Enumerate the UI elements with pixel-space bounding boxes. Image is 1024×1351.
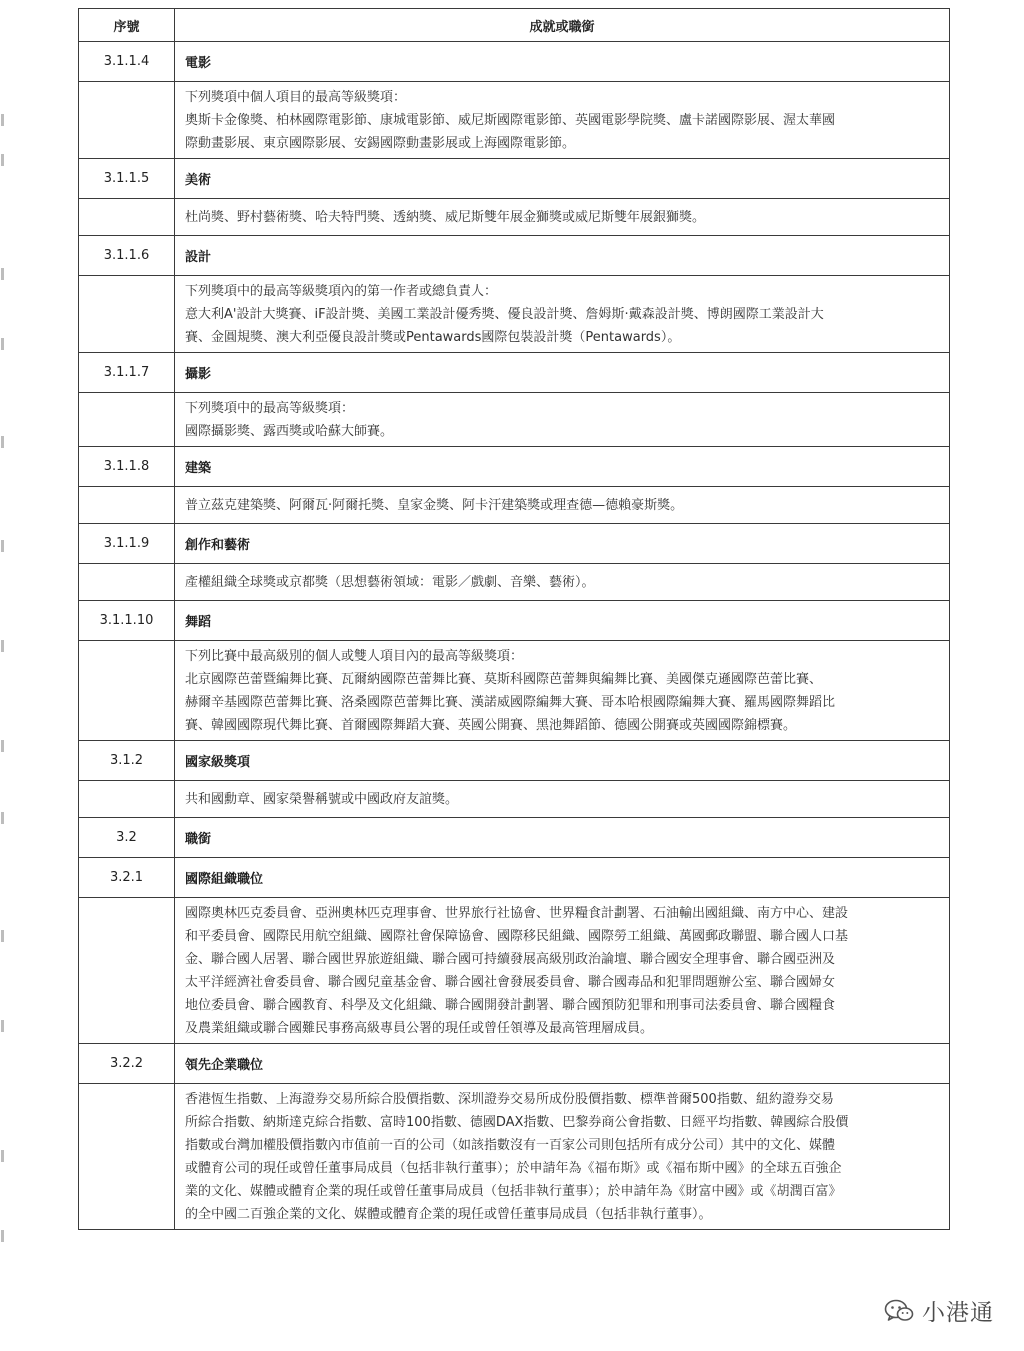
description-line: 賽、金圓規獎、澳大利亞優良設計獎或Pentawards國際包裝設計獎（Pentawards）。 (185, 329, 681, 345)
section-body-row (79, 276, 950, 353)
section-title: 國際組織職位 (175, 858, 950, 898)
description-line: 金、聯合國人居署、聯合國世界旅遊組織、聯合國可持續發展高級別政治論壇、聯合國安全理事會、聯合國亞洲及 (185, 951, 836, 967)
section-row (79, 353, 950, 393)
description-line: 國際奧林匹克委員會、亞洲奧林匹克理事會、世界旅行社協會、世界糧食計劃署、石油輸出國組織、南方中心、建設 (185, 905, 849, 921)
section-title: 美術 (175, 159, 950, 199)
empty-number-cell (79, 199, 175, 236)
section-number: 3.2.1 (79, 858, 175, 898)
section-row (79, 818, 950, 858)
section-row (79, 159, 950, 199)
description-line: 普立茲克建築獎、阿爾瓦·阿爾托獎、皇家金獎、阿卡汗建築獎或理查德—德賴豪斯獎。 (185, 497, 684, 513)
description-line: 太平洋經濟社會委員會、聯合國兒童基金會、聯合國社會發展委員會、聯合國毒品和犯罪問題辦公室、聯合國婦女 (185, 974, 836, 990)
section-row (79, 601, 950, 641)
description-line: 下列獎項中的最高等級獎項： (185, 400, 355, 416)
description-line: 意大利A'設計大獎賽、iF設計獎、美國工業設計優秀獎、優良設計獎、詹姆斯·戴森設計獎、博朗國際工業設計大 (185, 306, 824, 322)
description-line: 奧斯卡金像獎、柏林國際電影節、康城電影節、威尼斯國際電影節、英國電影學院獎、盧卡諾國際影展、渥太華國 (185, 112, 836, 128)
description-line: 指數或台灣加權股價指數內市值前一百的公司（如該指數沒有一百家公司則包括所有成分公司）其中的文化、媒體 (185, 1137, 836, 1153)
empty-number-cell (79, 564, 175, 601)
section-description (175, 564, 950, 601)
section-body-row (79, 781, 950, 818)
section-body-row (79, 564, 950, 601)
section-body-row (79, 1084, 950, 1230)
section-row (79, 524, 950, 564)
empty-number-cell (79, 82, 175, 159)
empty-number-cell (79, 898, 175, 1044)
description-line: 國際攝影獎、露西獎或哈蘇大師賽。 (185, 423, 394, 439)
section-number: 3.1.1.9 (79, 524, 175, 564)
section-row (79, 42, 950, 82)
description-line: 所綜合指數、納斯達克綜合指數、富時100指數、德國DAX指數、巴黎券商公會指數、日經平均指數、韓國綜合股價 (185, 1114, 849, 1130)
section-description (175, 898, 950, 1044)
section-title: 領先企業職位 (175, 1044, 950, 1084)
wechat-icon (884, 1298, 914, 1324)
description-line: 或體育公司的現任或曾任董事局成員（包括非執行董事）；於申請年為《福布斯》或《福布斯中國》的全球五百強企 (185, 1160, 842, 1176)
section-description (175, 393, 950, 447)
description-line: 的全中國二百強企業的文化、媒體或體育企業的現任或曾任董事局成員（包括非執行董事）。 (185, 1206, 712, 1222)
section-body-row (79, 393, 950, 447)
section-title: 創作和藝術 (175, 524, 950, 564)
section-body-row (79, 641, 950, 741)
section-title: 舞蹈 (175, 601, 950, 641)
section-row (79, 447, 950, 487)
watermark (884, 1294, 994, 1327)
section-description (175, 1084, 950, 1230)
empty-number-cell (79, 641, 175, 741)
empty-number-cell (79, 393, 175, 447)
section-number: 3.1.1.6 (79, 236, 175, 276)
description-line: 赫爾辛基國際芭蕾舞比賽、洛桑國際芭蕾舞比賽、漢諾威國際編舞大賽、哥本哈根國際編舞大賽、羅馬國際舞蹈比 (185, 694, 836, 710)
empty-number-cell (79, 781, 175, 818)
section-title: 建築 (175, 447, 950, 487)
section-number: 3.1.1.7 (79, 353, 175, 393)
section-description (175, 781, 950, 818)
left-edge-marks (0, 0, 8, 1351)
section-title: 電影 (175, 42, 950, 82)
section-number: 3.1.2 (79, 741, 175, 781)
description-line: 香港恆生指數、上海證券交易所綜合股價指數、深圳證券交易所成份股價指數、標準普爾500指數、紐約證券交易 (185, 1091, 834, 1107)
section-description (175, 276, 950, 353)
section-row (79, 741, 950, 781)
section-description (175, 82, 950, 159)
description-line: 下列獎項中的最高等級獎項內的第一作者或總負責人： (185, 283, 498, 299)
section-description (175, 487, 950, 524)
section-row (79, 236, 950, 276)
section-number: 3.1.1.5 (79, 159, 175, 199)
section-title: 國家級獎項 (175, 741, 950, 781)
table-header-row (79, 9, 950, 42)
section-row (79, 1044, 950, 1084)
section-title: 職銜 (175, 818, 950, 858)
section-number: 3.1.1.10 (79, 601, 175, 641)
description-line: 杜尚獎、野村藝術獎、哈夫特門獎、透納獎、威尼斯雙年展金獅獎或威尼斯雙年展銀獅獎。 (185, 209, 706, 225)
section-description (175, 199, 950, 236)
section-number: 3.1.1.4 (79, 42, 175, 82)
empty-number-cell (79, 276, 175, 353)
section-number: 3.2 (79, 818, 175, 858)
description-line: 和平委員會、國際民用航空組織、國際社會保障協會、國際移民組織、國際勞工組織、萬國郵政聯盟、聯合國人口基 (185, 928, 849, 944)
description-line: 產權組織全球獎或京都獎（思想藝術領域：電影／戲劇、音樂、藝術）。 (185, 574, 595, 590)
section-title: 設計 (175, 236, 950, 276)
section-row (79, 858, 950, 898)
description-line: 北京國際芭蕾暨編舞比賽、瓦爾納國際芭蕾舞比賽、莫斯科國際芭蕾舞與編舞比賽、美國傑克遜國際芭蕾比賽、 (185, 671, 823, 687)
achievements-table (78, 8, 950, 1230)
description-line: 際動畫影展、東京國際影展、安錫國際動畫影展或上海國際電影節。 (185, 135, 576, 151)
section-number: 3.2.2 (79, 1044, 175, 1084)
description-line: 及農業組織或聯合國難民事務高級專員公署的現任或曾任領導及最高管理層成員。 (185, 1020, 654, 1036)
header-content: 成就或職銜 (175, 9, 950, 42)
watermark-text: 小港通 (922, 1300, 994, 1326)
section-number: 3.1.1.8 (79, 447, 175, 487)
description-line: 下列比賽中最高級別的個人或雙人項目內的最高等級獎項： (185, 648, 524, 664)
header-number: 序號 (79, 9, 175, 42)
section-title: 攝影 (175, 353, 950, 393)
section-body-row (79, 898, 950, 1044)
section-description (175, 641, 950, 741)
empty-number-cell (79, 487, 175, 524)
description-line: 下列獎項中個人項目的最高等級獎項： (185, 89, 407, 105)
description-line: 業的文化、媒體或體育企業的現任或曾任董事局成員（包括非執行董事）；於申請年為《財富中國》或《胡潤百富》 (185, 1183, 842, 1199)
section-body-row (79, 487, 950, 524)
description-line: 地位委員會、聯合國教育、科學及文化組織、聯合國開發計劃署、聯合國預防犯罪和刑事司法委員會、聯合國糧食 (185, 997, 836, 1013)
description-line: 賽、韓國國際現代舞比賽、首爾國際舞蹈大賽、英國公開賽、黑池舞蹈節、德國公開賽或英國國際錦標賽。 (185, 717, 797, 733)
section-body-row (79, 82, 950, 159)
section-body-row (79, 199, 950, 236)
empty-number-cell (79, 1084, 175, 1230)
description-line: 共和國勳章、國家榮譽稱號或中國政府友誼獎。 (185, 791, 459, 807)
